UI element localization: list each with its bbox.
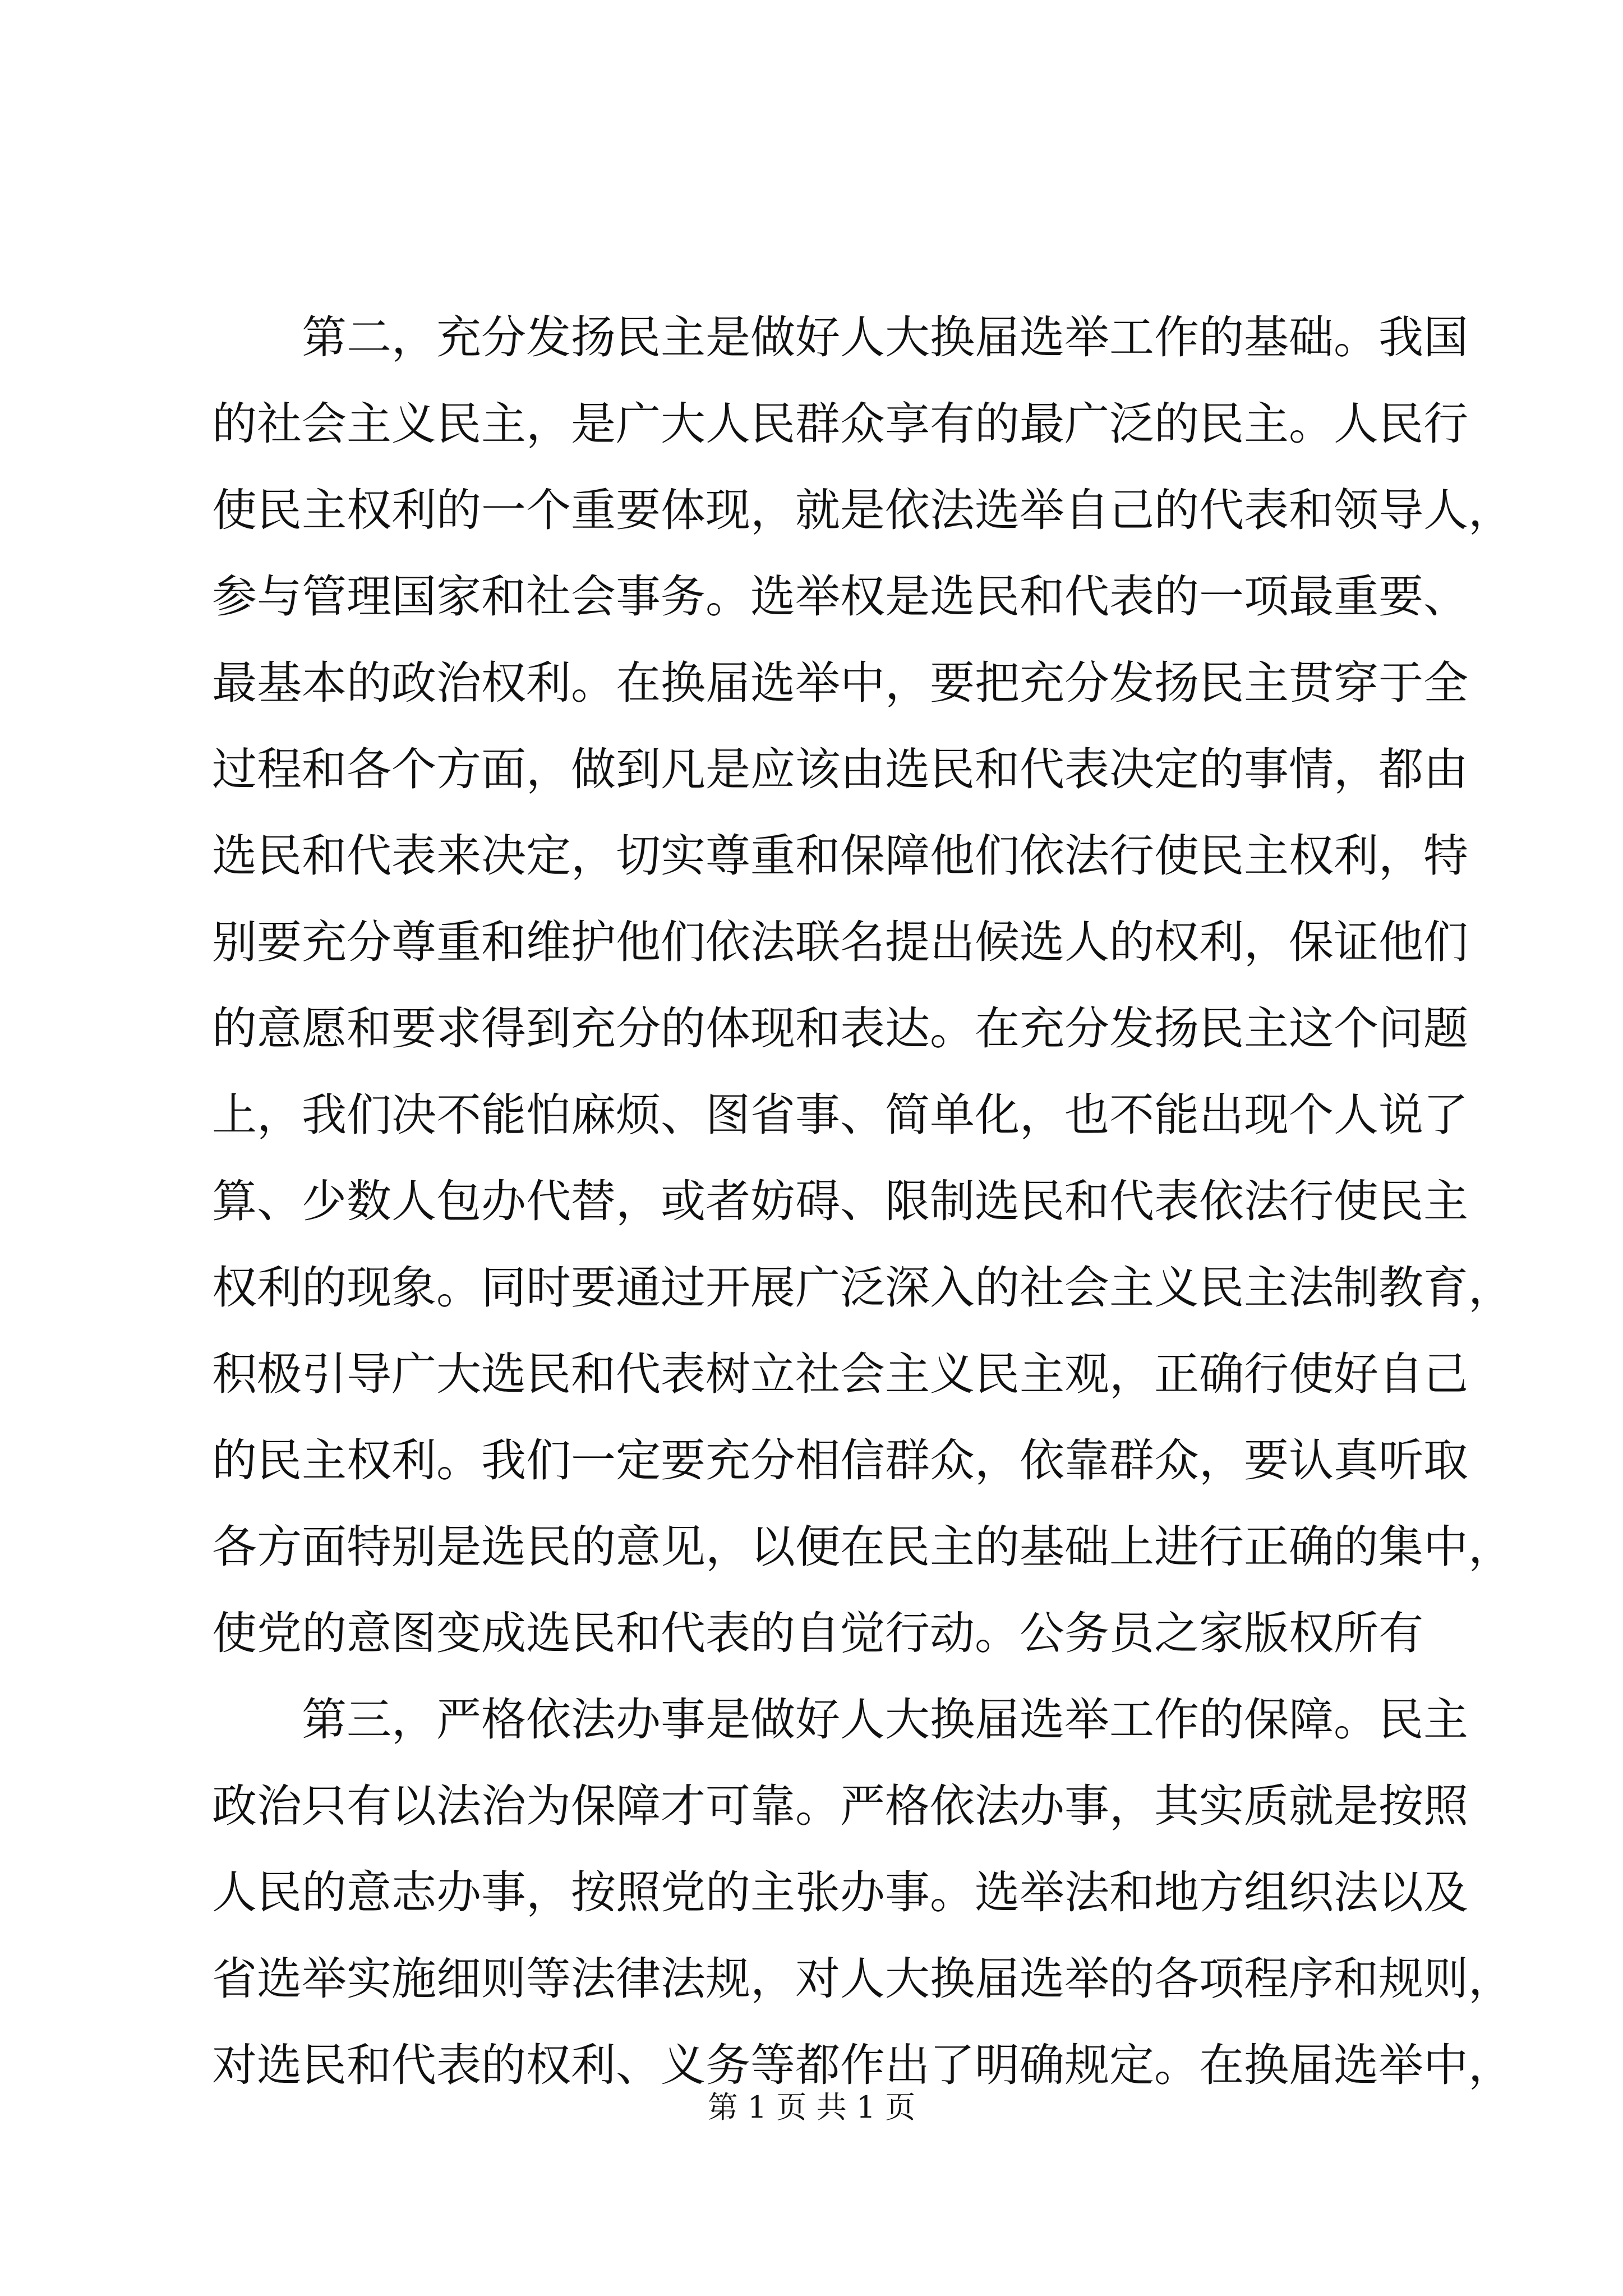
text-line: 积极引导广大选民和代表树立社会主义民主观，正确行使好自己	[212, 1348, 1468, 1400]
text-line: 过程和各个方面，做到凡是应该由选民和代表决定的事情，都由	[212, 743, 1468, 795]
text-line: 人民的意志办事，按照党的主张办事。选举法和地方组织法以及	[212, 1866, 1468, 1918]
document-body	[212, 295, 1513, 2109]
text-line: 的民主权利。我们一定要充分相信群众，依靠群众，要认真听取	[212, 1434, 1468, 1487]
text-line: 使民主权利的一个重要体现，就是依法选举自己的代表和领导人，	[212, 484, 1513, 536]
text-line: 上，我们决不能怕麻烦、图省事、简单化，也不能出现个人说了	[212, 1089, 1468, 1141]
text-line: 权利的现象。同时要通过开展广泛深入的社会主义民主法制教育，	[212, 1262, 1513, 1314]
text-line: 别要充分尊重和维护他们依法联名提出候选人的权利，保证他们	[212, 916, 1468, 968]
text-line: 的意愿和要求得到充分的体现和表达。在充分发扬民主这个问题	[212, 1002, 1468, 1055]
text-line: 算、少数人包办代替，或者妨碍、限制选民和代表依法行使民主	[212, 1175, 1468, 1227]
text-line: 参与管理国家和社会事务。选举权是选民和代表的一项最重要、	[212, 570, 1468, 623]
text-line: 对选民和代表的权利、义务等都作出了明确规定。在换届选举中，	[212, 2039, 1513, 2091]
text-line: 第三，严格依法办事是做好人大换届选举工作的保障。民主	[302, 1694, 1468, 1746]
text-line: 各方面特别是选民的意见，以便在民主的基础上进行正确的集中，	[212, 1521, 1513, 1573]
paragraph-2	[212, 1677, 1513, 2109]
text-line: 最基本的政治权利。在换届选举中，要把充分发扬民主贯穿于全	[212, 657, 1468, 709]
page-footer	[0, 2088, 1623, 2127]
text-line: 的社会主义民主，是广大人民群众享有的最广泛的民主。人民行	[212, 398, 1468, 450]
text-line: 省选举实施细则等法律法规，对人大换届选举的各项程序和规则，	[212, 1953, 1513, 2005]
text-line: 选民和代表来决定，切实尊重和保障他们依法行使民主权利，特	[212, 830, 1468, 882]
text-line: 使党的意图变成选民和代表的自觉行动。公务员之家版权所有	[212, 1607, 1423, 1659]
page-number-label: 第 1 页 共 1 页	[707, 2090, 916, 2125]
paragraph-1	[212, 295, 1513, 1677]
text-line: 第二，充分发扬民主是做好人大换届选举工作的基础。我国	[302, 311, 1468, 364]
text-line: 政治只有以法治为保障才可靠。严格依法办事，其实质就是按照	[212, 1780, 1468, 1832]
